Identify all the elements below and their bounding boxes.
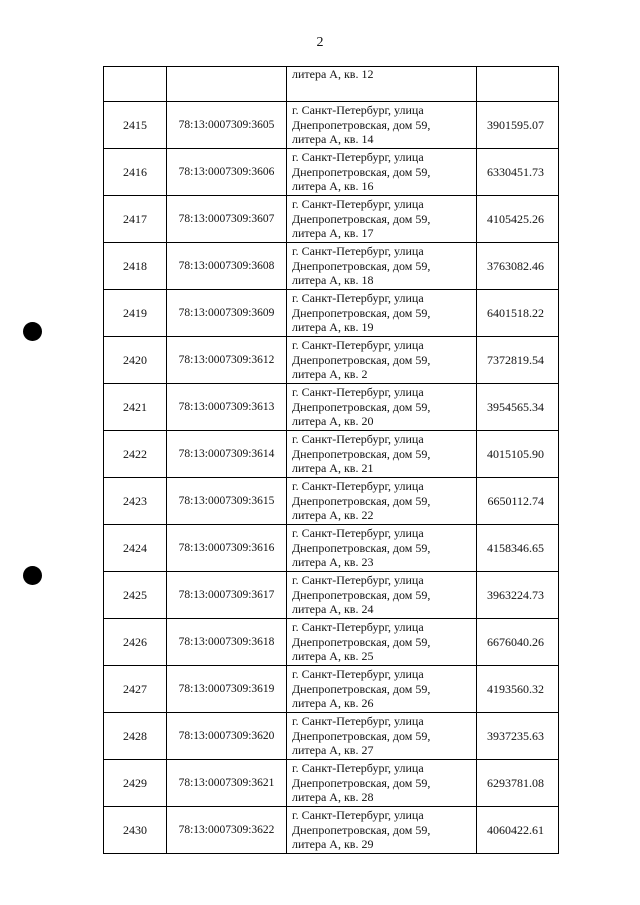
address-cell — [287, 196, 477, 243]
address-line: Днепропетровская, дом 59, — [292, 822, 431, 837]
row-number-cell: 2424 — [104, 525, 167, 572]
address-cell — [287, 149, 477, 196]
cadastral-value-cell: 7372819.54 — [477, 337, 559, 384]
table-row — [104, 384, 559, 431]
cadastral-value-cell: 6676040.26 — [477, 619, 559, 666]
address-cell — [287, 290, 477, 337]
address-line: литера А, кв. 26 — [292, 696, 374, 711]
address-line: Днепропетровская, дом 59, — [292, 211, 431, 226]
cadastral-number-cell: 78:13:0007309:3609 — [167, 290, 287, 337]
address-line: Днепропетровская, дом 59, — [292, 634, 431, 649]
row-number-cell: 2423 — [104, 478, 167, 525]
address-line: литера А, кв. 28 — [292, 790, 374, 805]
cadastral-value-cell: 6293781.08 — [477, 760, 559, 807]
row-number-cell: 2419 — [104, 290, 167, 337]
cadastral-value-cell: 4015105.90 — [477, 431, 559, 478]
row-number-cell: 2430 — [104, 807, 167, 854]
cadastral-value-cell: 6330451.73 — [477, 149, 559, 196]
table-row — [104, 478, 559, 525]
address-line: Днепропетровская, дом 59, — [292, 399, 431, 414]
cadastral-value-cell: 6650112.74 — [477, 478, 559, 525]
address-cell — [287, 337, 477, 384]
address-cell — [287, 666, 477, 713]
address-line: г. Санкт-Петербург, улица — [292, 291, 424, 306]
address-cell — [287, 431, 477, 478]
table-row — [104, 290, 559, 337]
table-row — [104, 525, 559, 572]
address-cell — [287, 243, 477, 290]
address-line: г. Санкт-Петербург, улица — [292, 103, 424, 118]
address-line: г. Санкт-Петербург, улица — [292, 244, 424, 259]
address-line: Днепропетровская, дом 59, — [292, 775, 431, 790]
cadastral-number-cell: 78:13:0007309:3613 — [167, 384, 287, 431]
address-line: г. Санкт-Петербург, улица — [292, 197, 424, 212]
address-line: г. Санкт-Петербург, улица — [292, 150, 424, 165]
cadastral-value-cell: 4105425.26 — [477, 196, 559, 243]
row-number-cell: 2426 — [104, 619, 167, 666]
address-cell — [287, 760, 477, 807]
cadastral-value-cell: 4193560.32 — [477, 666, 559, 713]
page-number: 2 — [316, 35, 324, 50]
cadastral-number-cell: 78:13:0007309:3616 — [167, 525, 287, 572]
address-line: Днепропетровская, дом 59, — [292, 258, 431, 273]
address-line: Днепропетровская, дом 59, — [292, 305, 431, 320]
address-line: литера А, кв. 22 — [292, 508, 374, 523]
table-row — [104, 760, 559, 807]
address-line: литера А, кв. 19 — [292, 320, 374, 335]
cadastral-number-cell: 78:13:0007309:3606 — [167, 149, 287, 196]
address-line: г. Санкт-Петербург, улица — [292, 667, 424, 682]
cadastral-number-cell: 78:13:0007309:3608 — [167, 243, 287, 290]
address-cell — [287, 525, 477, 572]
address-line: Днепропетровская, дом 59, — [292, 446, 431, 461]
address-line: Днепропетровская, дом 59, — [292, 117, 431, 132]
address-line: г. Санкт-Петербург, улица — [292, 338, 424, 353]
address-line: Днепропетровская, дом 59, — [292, 681, 431, 696]
cadastral-number-cell: 78:13:0007309:3618 — [167, 619, 287, 666]
row-number-cell: 2420 — [104, 337, 167, 384]
cadastral-number-cell: 78:13:0007309:3605 — [167, 102, 287, 149]
address-line: литера А, кв. 17 — [292, 226, 374, 241]
address-line: литера А, кв. 20 — [292, 414, 374, 429]
cadastral-number-cell: 78:13:0007309:3621 — [167, 760, 287, 807]
cadastral-number-cell: 78:13:0007309:3617 — [167, 572, 287, 619]
table-row-continued — [104, 67, 559, 102]
address-cell — [287, 572, 477, 619]
row-number-cell: 2415 — [104, 102, 167, 149]
address-line: литера А, кв. 29 — [292, 837, 374, 852]
cadastral-value-cell: 3937235.63 — [477, 713, 559, 760]
table-row — [104, 572, 559, 619]
table-row — [104, 102, 559, 149]
address-line: г. Санкт-Петербург, улица — [292, 526, 424, 541]
address-line: Днепропетровская, дом 59, — [292, 493, 431, 508]
table-body — [104, 67, 559, 854]
row-number-cell: 2417 — [104, 196, 167, 243]
cadastral-value-cell: 4158346.65 — [477, 525, 559, 572]
address-line: литера А, кв. 25 — [292, 649, 374, 664]
table-row — [104, 807, 559, 854]
cadastral-number-cell: 78:13:0007309:3619 — [167, 666, 287, 713]
address-line: Днепропетровская, дом 59, — [292, 587, 431, 602]
row-number-cell: 2421 — [104, 384, 167, 431]
row-number-cell: 2422 — [104, 431, 167, 478]
address-line: литера А, кв. 24 — [292, 602, 374, 617]
cadastral-number-cell: 78:13:0007309:3607 — [167, 196, 287, 243]
address-line: Днепропетровская, дом 59, — [292, 164, 431, 179]
table-row — [104, 713, 559, 760]
address-line: литера А, кв. 12 — [292, 67, 374, 81]
address-line: г. Санкт-Петербург, улица — [292, 620, 424, 635]
table-row — [104, 243, 559, 290]
row-number-cell: 2425 — [104, 572, 167, 619]
punch-hole-mark — [23, 322, 42, 341]
row-number-cell: 2429 — [104, 760, 167, 807]
address-line: литера А, кв. 23 — [292, 555, 374, 570]
address-line: литера А, кв. 2 — [292, 367, 368, 382]
row-number-cell: 2427 — [104, 666, 167, 713]
address-cell — [287, 384, 477, 431]
address-cell — [287, 807, 477, 854]
table-row — [104, 619, 559, 666]
property-registry-table — [103, 66, 559, 854]
address-line: Днепропетровская, дом 59, — [292, 352, 431, 367]
cadastral-value-cell: 3763082.46 — [477, 243, 559, 290]
table-row — [104, 337, 559, 384]
cadastral-value-cell: 6401518.22 — [477, 290, 559, 337]
address-line: Днепропетровская, дом 59, — [292, 728, 431, 743]
table-row — [104, 666, 559, 713]
address-line: г. Санкт-Петербург, улица — [292, 432, 424, 447]
cadastral-number-cell: 78:13:0007309:3615 — [167, 478, 287, 525]
address-line: Днепропетровская, дом 59, — [292, 540, 431, 555]
address-line: литера А, кв. 14 — [292, 132, 374, 147]
address-line: г. Санкт-Петербург, улица — [292, 573, 424, 588]
row-number-cell: 2418 — [104, 243, 167, 290]
address-cell — [287, 67, 477, 102]
row-number-cell: 2428 — [104, 713, 167, 760]
address-line: литера А, кв. 21 — [292, 461, 374, 476]
cadastral-value-cell: 3954565.34 — [477, 384, 559, 431]
cadastral-number-cell: 78:13:0007309:3612 — [167, 337, 287, 384]
address-line: литера А, кв. 16 — [292, 179, 374, 194]
cadastral-value-cell — [477, 67, 559, 102]
cadastral-number-cell — [167, 67, 287, 102]
cadastral-value-cell: 3901595.07 — [477, 102, 559, 149]
cadastral-number-cell: 78:13:0007309:3614 — [167, 431, 287, 478]
address-line: г. Санкт-Петербург, улица — [292, 808, 424, 823]
row-number-cell: 2416 — [104, 149, 167, 196]
address-cell — [287, 619, 477, 666]
address-line: г. Санкт-Петербург, улица — [292, 761, 424, 776]
address-line: литера А, кв. 18 — [292, 273, 374, 288]
address-line: г. Санкт-Петербург, улица — [292, 714, 424, 729]
row-number-cell — [104, 67, 167, 102]
punch-hole-mark — [23, 566, 42, 585]
address-cell — [287, 478, 477, 525]
address-cell — [287, 713, 477, 760]
address-line: г. Санкт-Петербург, улица — [292, 385, 424, 400]
table-row — [104, 431, 559, 478]
table-row — [104, 196, 559, 243]
address-cell — [287, 102, 477, 149]
address-line: литера А, кв. 27 — [292, 743, 374, 758]
table-row — [104, 149, 559, 196]
cadastral-number-cell: 78:13:0007309:3622 — [167, 807, 287, 854]
cadastral-value-cell: 4060422.61 — [477, 807, 559, 854]
address-line: г. Санкт-Петербург, улица — [292, 479, 424, 494]
cadastral-number-cell: 78:13:0007309:3620 — [167, 713, 287, 760]
cadastral-value-cell: 3963224.73 — [477, 572, 559, 619]
